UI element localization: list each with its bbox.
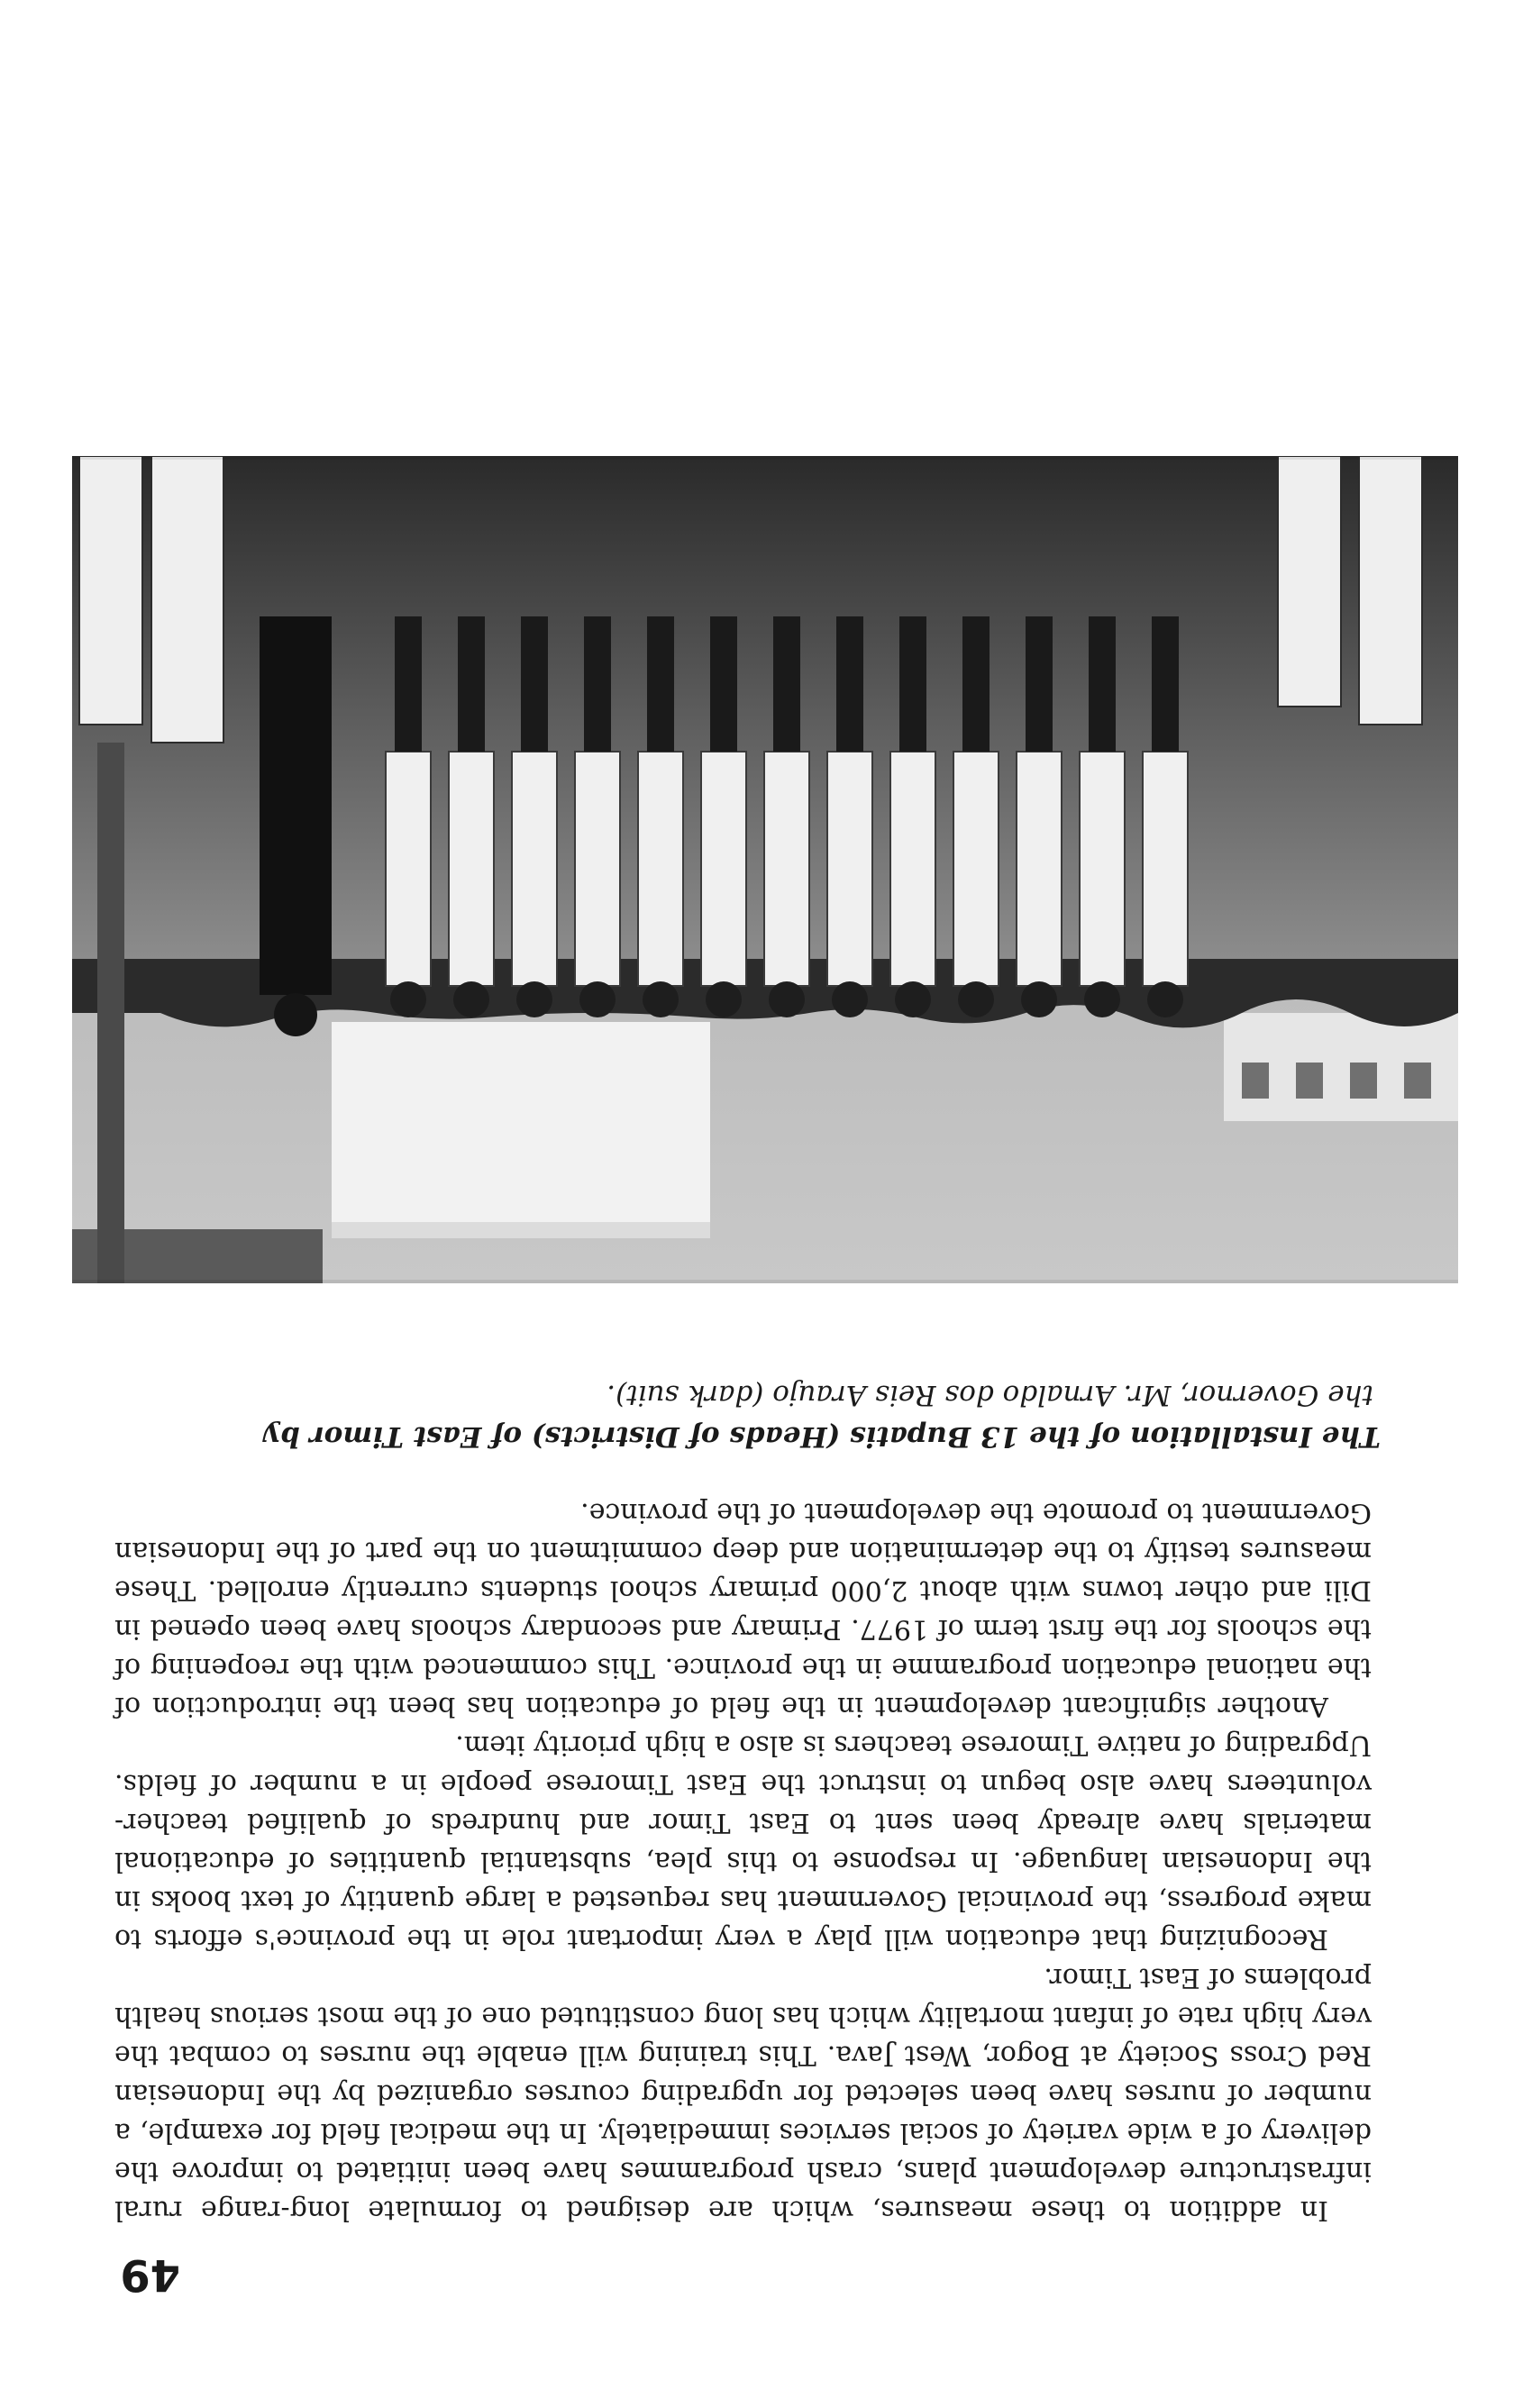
photo-caption bbox=[119, 1374, 1381, 1457]
ceremony-photograph bbox=[72, 456, 1458, 1283]
paragraph: In addition to these measures, which are designed to formulate long-range rural infrastructure development plans, crash programmes have been initiated to improve the delivery of a wide variety of social services immediately. In the medical field for example, a number of nurses have been selected for upgrading courses organized by the Indonesian Red Cross Society at Bogor, West Java. This training will enable the nurses to combat the very high rate of infant mortality which has long constituted one of the most serious health problems of East Timor. bbox=[114, 1962, 1372, 2226]
paragraph: Recognizing that education will play a very important role in the province's efforts to make progress, the provincial Government has requested a large quantity of text books in the Indonesian language. In response to this plea, substantial quantities of educational materials have already been sent to East Timor and hundreds of qualified teacher-volunteers have also begun to instruct the East Timorese people in a number of fields. Upgrading of native Timorese teachers is also a high priority item. bbox=[114, 1729, 1372, 1955]
body-text bbox=[114, 1493, 1372, 2230]
caption-line-1: The Installation of the 13 Bupatis (Heads of Districts) of East Timor by bbox=[263, 1420, 1381, 1453]
caption-line-2: the Governor, Mr. Arnaldo dos Reis Araujo (dark suit). bbox=[607, 1379, 1373, 1411]
paragraph: Another significant development in the field of education has been the introduction of the national education programme in the province. This commenced with the reopening of the schools for the first term of 1977. Primary and secondary schools have been opened in Dili and other towns with about 2,000 primary school students currently enrolled. These measures testify to the determination and deep commitment on the part of the Indonesian Government to promote the development of the province. bbox=[114, 1497, 1372, 1722]
page-number: 49 bbox=[120, 2249, 180, 2300]
